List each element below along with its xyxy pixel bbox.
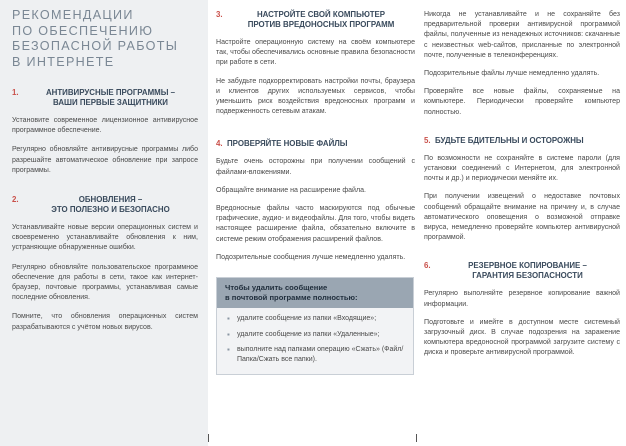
column-middle <box>216 0 415 375</box>
bullet-icon: ▪ <box>227 345 230 355</box>
section-heading-4: 4. ПРОВЕРЯЙТЕ НОВЫЕ ФАЙЛЫ <box>216 139 348 149</box>
paragraph: Подозрительные сообщения лучше немедленно удалять. <box>216 253 406 261</box>
column-left <box>0 0 208 446</box>
list-item: ▪ удалите сообщение из папки «Входящие»; <box>227 314 377 324</box>
bullet-icon: ▪ <box>227 329 230 339</box>
list-item: ▪ удалите сообщение из папки «Удаленные»; <box>227 329 380 339</box>
paragraph: Установите современное лицензионное антивирусное программное обеспечение. <box>12 117 198 135</box>
fold-mark <box>416 434 417 442</box>
paragraph: Будьте очень осторожны при получении сообщений с файлами-вложениями. <box>216 158 415 176</box>
paragraph: Настройте операционную систему на своём компьютере так, чтобы обеспечивались основные правила безопасности при работе в сети. <box>216 39 415 67</box>
paragraph: Подготовьте и имейте в доступном месте системный загрузочный диск. В случае подозрения на заражение компьютера вредоносной программой загрузите систему с диска и проверьте антивирусной программой. <box>424 318 620 357</box>
paragraph: Регулярно выполняйте резервное копирование важной информации. <box>424 290 620 308</box>
section-heading-1: 1. АНТИВИРУСНЫЕ ПРОГРАММЫ – ВАШИ ПЕРВЫЕ ЗАЩИТНИКИ <box>12 88 176 107</box>
paragraph: Подозрительные файлы лучше немедленно удалять. <box>424 70 600 78</box>
bullet-icon: ▪ <box>227 314 230 324</box>
paragraph: Помните, что обновления операционных систем разрабатываются с учётом новых вирусов. <box>12 313 198 331</box>
section-heading-3: 3. НАСТРОЙТЕ СВОЙ КОМПЬЮТЕР ПРОТИВ ВРЕДОНОСНЫХ ПРОГРАММ <box>216 10 395 29</box>
paragraph: Обращайте внимание на расширение файла. <box>216 186 366 194</box>
section-heading-5: 5. БУДЬТЕ БДИТЕЛЬНЫ И ОСТОРОЖНЫ <box>424 135 584 145</box>
paragraph: Не забудьте подкорректировать настройки почты, браузера и клиентов других используемых сервисов, чтобы уменьшить риск воздействия вредоносных программ и подверженность сетевым атакам. <box>216 77 415 116</box>
paragraph: При получении извещений о недоставке почтовых сообщений обращайте внимание на причину и, в случае автоматического оповещения о возможной отправке вируса, немедленно проверяйте компьютер антивирусной программой. <box>424 193 620 242</box>
note-box-heading: Чтобы удалить сообщение в почтовой программе полностью: <box>217 278 413 308</box>
page-title: РЕКОМЕНДАЦИИ ПО ОБЕСПЕЧЕНИЮ БЕЗОПАСНОЙ РАБОТЫ В ИНТЕРНЕТЕ <box>12 8 179 69</box>
list-item: ▪ выполните над папками операцию «Сжать» (Файл/Папка/Сжать все папки). <box>227 345 404 363</box>
paragraph: По возможности не сохраняйте в системе пароли (для установки соединений с Интернетом, для электронной почты и др.) и периодически меняйте их. <box>424 154 620 183</box>
paragraph: Регулярно обновляйте пользовательское программное обеспечение для работы в сети, такое как интернет-браузер, почтовые программы, устанавливая самые последние обновления. <box>12 263 198 302</box>
fold-mark <box>208 434 209 442</box>
paragraph: Проверяйте все новые файлы, сохраняемые на компьютере. Периодически проверяйте компьютер полностью. <box>424 88 620 116</box>
note-list <box>217 308 413 374</box>
paragraph: Регулярно обновляйте антивирусные программы либо разрешайте автоматическое обновление при запросе программы. <box>12 146 198 174</box>
delete-message-note-box <box>216 277 414 375</box>
column-right <box>424 0 620 367</box>
paragraph: Никогда не устанавливайте и не сохраняйте без предварительной проверки антивирусной программой файлы, полученные из ненадежных источников: скачанные с неизвестных web-сайтов, присланные по электронной почте, полученные в телеконференциях. <box>424 11 620 59</box>
paragraph: Вредоносные файлы часто маскируются под обычные графические, аудио- и видеофайлы. Для того, чтобы видеть настоящее расширение файла, обязательно включите в системе режим отображения расширений файлов. <box>216 205 415 243</box>
paragraph: Устанавливайте новые версии операционных систем и своевременно устанавливайте обновления к ним, устраняющие обнаруженные ошибки. <box>12 224 198 252</box>
section-heading-6: 6. РЕЗЕРВНОЕ КОПИРОВАНИЕ – ГАРАНТИЯ БЕЗОПАСНОСТИ <box>424 261 587 281</box>
section-heading-2: 2. ОБНОВЛЕНИЯ – ЭТО ПОЛЕЗНО И БЕЗОПАСНО <box>12 195 170 215</box>
